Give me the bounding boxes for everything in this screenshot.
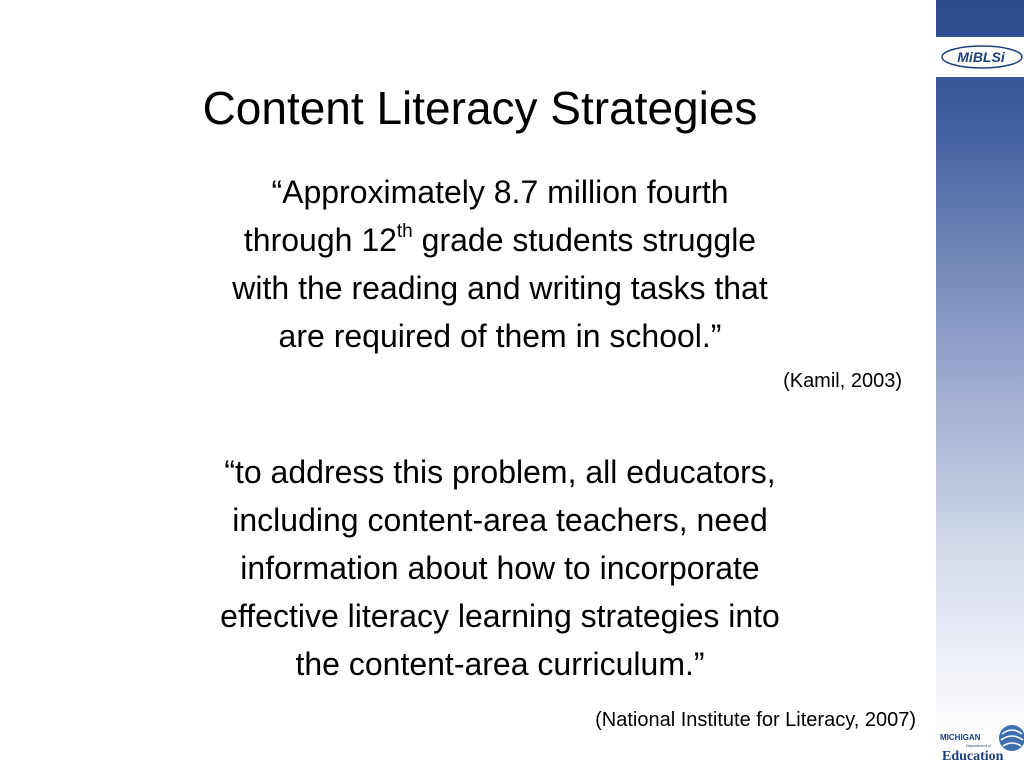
quote1-line-3: with the reading and writing tasks that — [232, 270, 768, 306]
quote2-line-5: the content-area curriculum.” — [295, 646, 705, 682]
michigan-education-logo — [936, 718, 1024, 768]
ordinal-suffix: th — [396, 221, 413, 242]
logo-line-3: Education — [942, 749, 1004, 764]
quote2-line-1: “to address this problem, all educators, — [224, 454, 776, 490]
quote1-line-2-end: grade students struggle — [412, 222, 757, 258]
slide-title: Content Literacy Strategies — [202, 82, 758, 134]
citation-kamil: (Kamil, 2003) — [783, 370, 902, 392]
logo-text: MiBLSi — [957, 49, 1005, 65]
quote2-line-4: effective literacy learning strategies into — [220, 598, 780, 634]
quote1-line-2 — [120, 216, 880, 264]
quote2-line-3: information about how to incorporate — [240, 550, 760, 586]
quote2-line-2: including content-area teachers, need — [232, 502, 768, 538]
miblsi-logo — [936, 37, 1024, 77]
quote-kamil — [120, 168, 880, 360]
quote1-line-4: are required of them in school.” — [278, 318, 722, 354]
quote1-line-2-start: through 12 — [243, 222, 397, 258]
quote-nifl — [120, 448, 880, 688]
decorative-sidebar — [936, 0, 1024, 768]
logo-line-1: MICHIGAN — [940, 733, 981, 742]
citation-nifl: (National Institute for Literacy, 2007) — [595, 709, 916, 731]
quote1-line-1: “Approximately 8.7 million fourth — [271, 174, 729, 210]
logo-line-2: Department of — [966, 743, 992, 748]
